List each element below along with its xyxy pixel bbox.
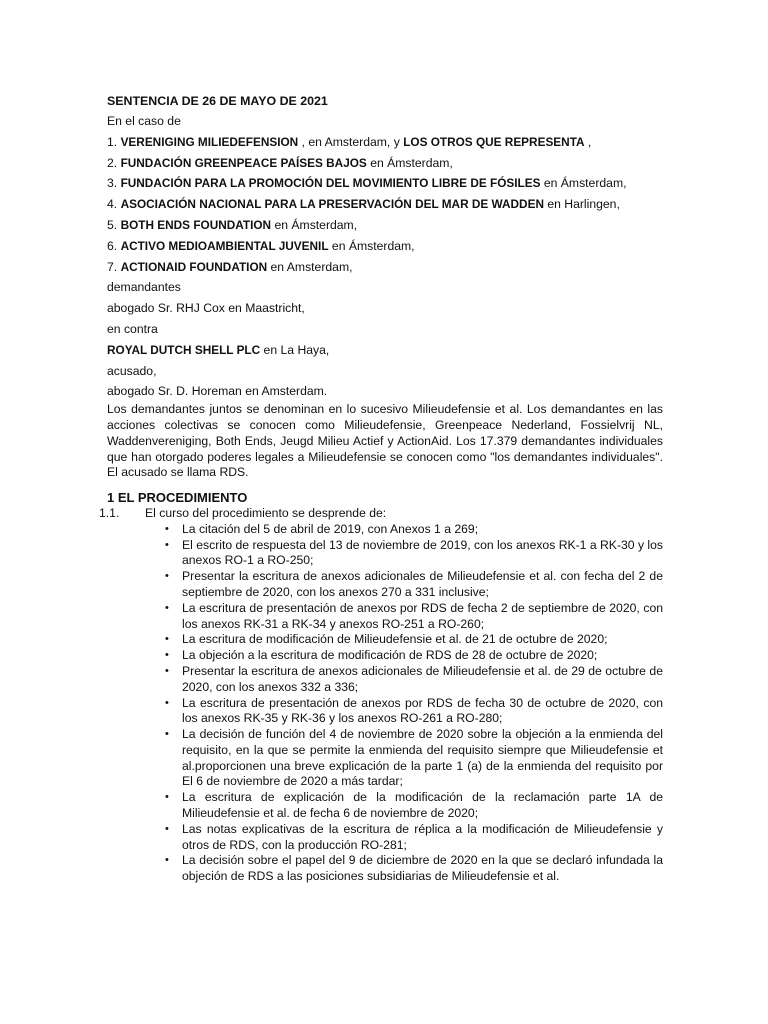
plaintiffs-lawyer: abogado Sr. RHJ Cox en Maastricht, <box>107 301 305 316</box>
list-item-text: La escritura de explicación de la modificación de la reclamación parte 1A de Milieudefensie et al. de fecha 6 de noviembre de 2020; <box>182 790 663 821</box>
bullet-icon: • <box>165 822 169 835</box>
bullet-icon: • <box>165 649 169 662</box>
subsection-number: 1.1. <box>99 506 120 521</box>
list-item-text: Las notas explicativas de la escritura de réplica a la modificación de Milieudefensie y otros de RDS, con la producción RO-281; <box>182 821 663 852</box>
list-item-text: Presentar la escritura de anexos adicionales de Milieudefensie et al. con fecha del 2 de septiembre de 2020, con los anexos 270 a 331 inclusive; <box>182 569 663 599</box>
procedure-list <box>161 522 663 885</box>
subsection-text: El curso del procedimiento se desprende de: <box>145 506 387 521</box>
party-location: , <box>584 134 592 149</box>
party-name: FUNDACIÓN PARA LA PROMOCIÓN DEL MOVIMIENTO LIBRE DE FÓSILES <box>120 176 541 191</box>
party-number: 2. <box>107 155 121 170</box>
list-item <box>161 538 663 570</box>
bullet-icon: • <box>165 601 169 614</box>
defendant-line <box>107 340 663 361</box>
document-body <box>99 91 664 885</box>
party-number: 5. <box>107 217 121 232</box>
bullet-icon: • <box>165 538 169 551</box>
list-item <box>161 664 663 696</box>
party-connector: , en Amsterdam, y <box>298 134 404 149</box>
party-line <box>107 215 663 236</box>
list-item <box>161 727 663 790</box>
bullet-icon: • <box>165 696 169 709</box>
summary-paragraph: Los demandantes juntos se denominan en lo sucesivo Milieudefensie et al. Los demandantes en las acciones colectivas se conocen como Milieudefensie, Greenpeace Nederland, Fossielvrij NL, Waddenvereniging, Both Ends, Jeugd Milieu Actief y ActionAid. Los 17.379 demandantes individuales que han otorgado poderes legales a Milieudefensie se conocen como "los demandantes individuales". El acusado se llama RDS. <box>107 402 663 480</box>
party-name: ACTIVO MEDIOAMBIENTAL JUVENIL <box>120 238 329 253</box>
bullet-icon: • <box>165 522 169 535</box>
intro-text: En el caso de <box>107 114 181 128</box>
party-number: 6. <box>107 238 121 253</box>
party-line <box>107 257 663 278</box>
list-item <box>161 648 663 664</box>
party-location: en Harlingen, <box>543 197 620 212</box>
list-item <box>161 790 663 822</box>
party-number: 1. <box>107 134 121 149</box>
party-line <box>107 194 663 215</box>
party-location: en Ámsterdam, <box>328 238 415 253</box>
list-item-text: La escritura de modificación de Milieudefensie et al. de 21 de octubre de 2020; <box>182 632 608 647</box>
list-item-text: La escritura de presentación de anexos por RDS de fecha 30 de octubre de 2020, con los anexos RK-35 y RK-36 y los anexos RO-261 a RO-280; <box>182 695 663 726</box>
list-item <box>161 569 663 601</box>
list-item <box>161 601 663 633</box>
party-line <box>107 153 663 174</box>
bullet-icon: • <box>165 854 169 867</box>
judgment-title: SENTENCIA DE 26 DE MAYO DE 2021 <box>107 94 328 108</box>
list-item <box>161 696 663 728</box>
party-number: 4. <box>107 197 121 212</box>
party-name: FUNDACIÓN GREENPEACE PAÍSES BAJOS <box>120 155 367 170</box>
defendant-label: acusado, <box>107 363 157 378</box>
bullet-icon: • <box>165 570 169 583</box>
party-name: VERENIGING MILIEDEFENSION <box>120 134 299 149</box>
against-label: en contra <box>107 321 158 336</box>
bullet-icon: • <box>165 728 169 741</box>
list-item-text: La objeción a la escritura de modificación de RDS de 28 de octubre de 2020; <box>182 648 598 663</box>
party-number: 3. <box>107 176 121 191</box>
party-number: 7. <box>107 259 121 274</box>
bullet-icon: • <box>165 791 169 804</box>
defendant-location: en La Haya, <box>260 342 330 357</box>
party-name: ACTIONAID FOUNDATION <box>120 259 268 274</box>
party-line <box>107 173 663 194</box>
list-item-text: Presentar la escritura de anexos adicionales de Milieudefensie et al. de 29 de octubre de 2020, con los anexos 332 a 336; <box>182 663 663 694</box>
list-item <box>161 632 663 648</box>
party-line <box>107 236 663 257</box>
list-item <box>161 522 663 538</box>
list-item-text: La decisión de función del 4 de noviembre de 2020 sobre la objeción a la enmienda del requisito, en la que se permite la enmienda del requisito siempre que Milieudefensie et al.proporcionen una breve explicación de la parte 1 (a) de la enmienda del requisito por El 6 de noviembre de 2020 a más tardar; <box>182 727 663 789</box>
party-location: en Amsterdam, <box>267 259 353 274</box>
party-line <box>107 132 663 153</box>
list-item <box>161 853 663 885</box>
list-item-text: La decisión sobre el papel del 9 de diciembre de 2020 en la que se declaró infundada la objeción de RDS a las posiciones subsidiarias de Milieudefensie et al. <box>182 853 663 884</box>
party-location: en Ámsterdam, <box>540 176 627 191</box>
party-name: ASOCIACIÓN NACIONAL PARA LA PRESERVACIÓN DEL MAR DE WADDEN <box>120 197 544 212</box>
section-heading: 1 EL PROCEDIMIENTO <box>107 490 248 506</box>
party-name: BOTH ENDS FOUNDATION <box>120 217 272 232</box>
list-item-text: El escrito de respuesta del 13 de noviembre de 2019, con los anexos RK-1 a RK-30 y los anexos RO-1 a RO-250; <box>182 537 664 568</box>
party-location: en Ámsterdam, <box>366 155 453 170</box>
plaintiffs-label: demandantes <box>107 280 181 295</box>
list-item-text: La escritura de presentación de anexos por RDS de fecha 2 de septiembre de 2020, con los anexos RK-31 a RK-34 y anexos RO-251 a RO-260; <box>182 600 663 631</box>
list-item <box>161 822 663 854</box>
bullet-icon: • <box>165 633 169 646</box>
defendant-lawyer: abogado Sr. D. Horeman en Amsterdam. <box>107 384 328 399</box>
bullet-icon: • <box>165 664 169 677</box>
party-name-secondary: LOS OTROS QUE REPRESENTA <box>403 134 585 149</box>
subsection <box>99 506 663 522</box>
party-location: en Ámsterdam, <box>271 217 358 232</box>
defendant-name: ROYAL DUTCH SHELL PLC <box>107 342 261 357</box>
list-item-text: La citación del 5 de abril de 2019, con Anexos 1 a 269; <box>182 521 479 536</box>
